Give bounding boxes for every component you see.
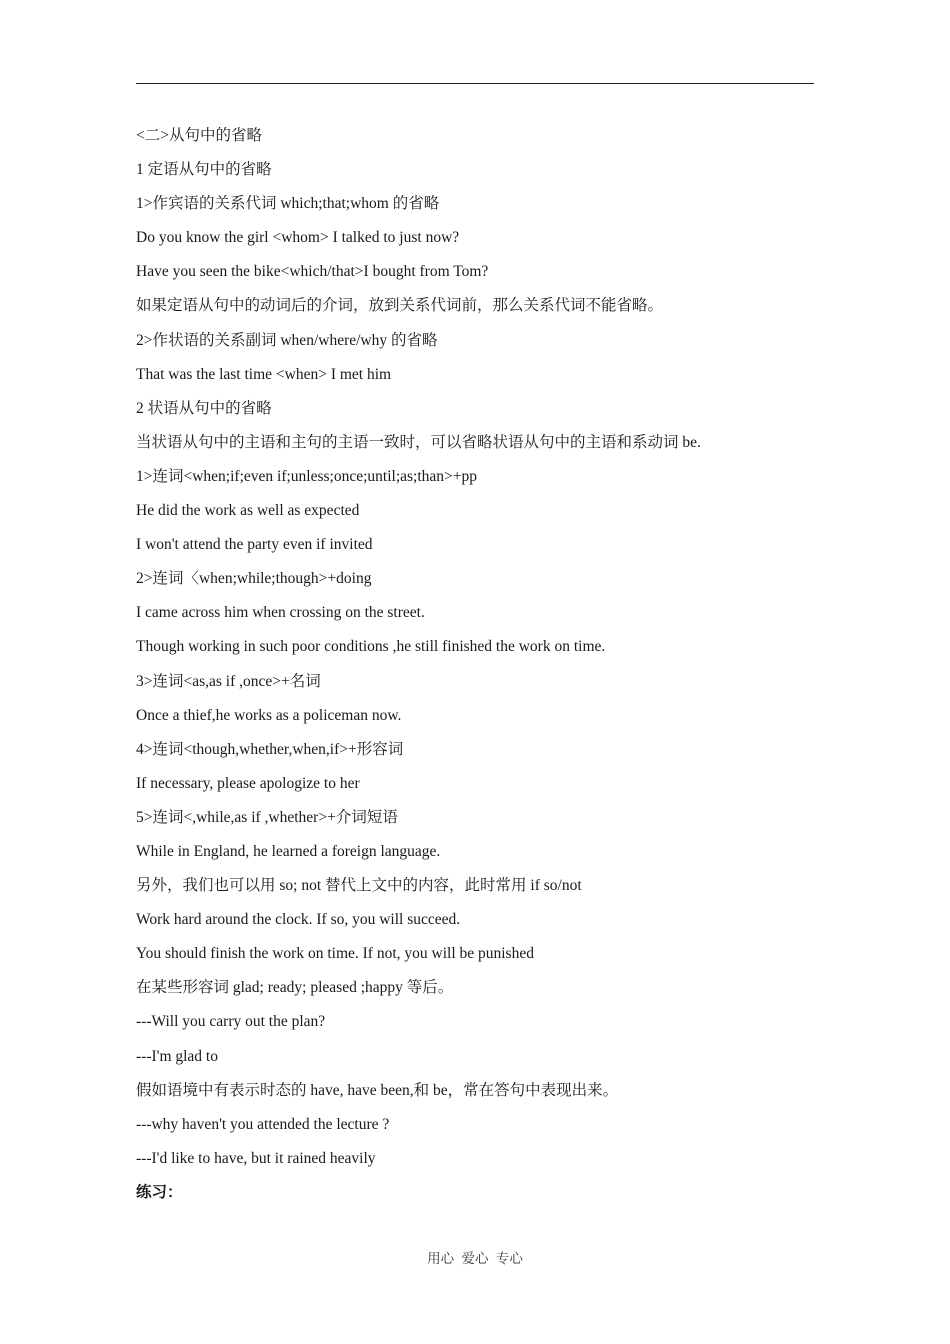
example-line: That was the last time <when> I met him: [136, 365, 392, 383]
rule-line: 2>作状语的关系副词 when/where/why 的省略: [136, 331, 438, 349]
example-line: Work hard around the clock. If so, you will succeed.: [136, 911, 461, 929]
example-line: Do you know the girl <whom> I talked to just now?: [136, 229, 460, 247]
example-line: He did the work as well as expected: [136, 502, 360, 520]
example-line: If necessary, please apologize to her: [136, 774, 360, 792]
dialogue-line: ---I'm glad to: [136, 1047, 218, 1065]
example-line: Have you seen the bike<which/that>I bought from Tom?: [136, 263, 489, 281]
example-line: I came across him when crossing on the street.: [136, 604, 425, 622]
document-body: [136, 122, 826, 1213]
exercise-heading: 练习：: [136, 1183, 183, 1201]
note-line: 假如语境中有表示时态的 have, have been,和 be，常在答句中表现出来。: [136, 1081, 619, 1099]
example-line: Though working in such poor conditions ,he still finished the work on time.: [136, 638, 606, 656]
example-line: You should finish the work on time. If not, you will be punished: [136, 945, 534, 963]
dialogue-line: ---Will you carry out the plan?: [136, 1013, 326, 1031]
page-footer: 用心 爱心 专心: [427, 1251, 523, 1266]
note-line: 当状语从句中的主语和主句的主语一致时，可以省略状语从句中的主语和系动词 be.: [136, 433, 701, 451]
note-line: 如果定语从句中的动词后的介词，放到关系代词前，那么关系代词不能省略。: [136, 297, 664, 315]
note-line: 另外，我们也可以用 so; not 替代上文中的内容，此时常用 if so/not: [136, 877, 582, 895]
subsection-heading: 1 定语从句中的省略: [136, 161, 272, 179]
dialogue-line: ---I'd like to have, but it rained heavily: [136, 1149, 376, 1167]
header-rule: [136, 83, 814, 84]
rule-line: 2>连词〈when;while;though>+doing: [136, 570, 372, 588]
rule-line: 1>连词<when;if;even if;unless;once;until;as;than>+pp: [136, 467, 478, 485]
rule-line: 4>连词<though,whether,when,if>+形容词: [136, 740, 404, 758]
rule-line: 3>连词<as,as if ,once>+名词: [136, 672, 321, 690]
rule-line: 1>作宾语的关系代词 which;that;whom 的省略: [136, 195, 440, 213]
rule-line: 5>连词<,while,as if ,whether>+介词短语: [136, 808, 398, 826]
section-heading: <二>从句中的省略: [136, 127, 262, 144]
dialogue-line: ---why haven't you attended the lecture ?: [136, 1115, 390, 1133]
example-line: I won't attend the party even if invited: [136, 536, 373, 554]
example-line: While in England, he learned a foreign language.: [136, 842, 441, 860]
subsection-heading: 2 状语从句中的省略: [136, 399, 272, 417]
note-line: 在某些形容词 glad; ready; pleased ;happy 等后。: [136, 979, 454, 997]
example-line: Once a thief,he works as a policeman now.: [136, 706, 402, 724]
